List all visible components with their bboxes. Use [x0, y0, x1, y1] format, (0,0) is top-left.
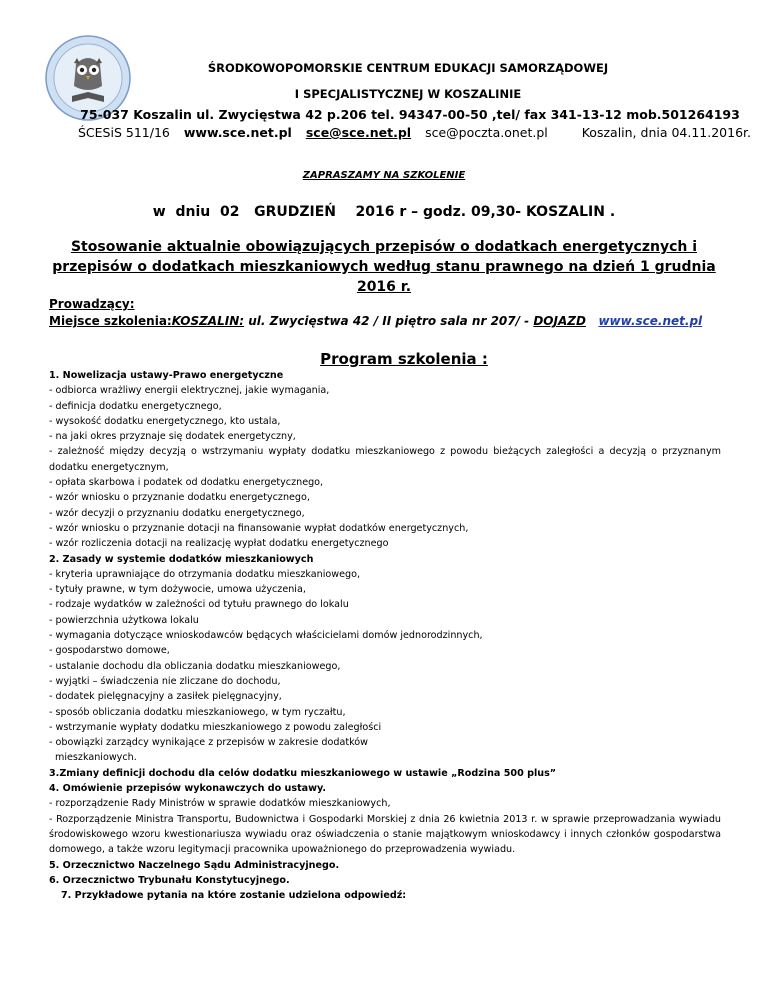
program-item: - wysokość dodatku energetycznego, kto ustala, — [49, 415, 281, 427]
directions-link[interactable]: www.sce.net.pl — [598, 314, 703, 328]
program-item: - obowiązki zarządcy wynikające z przepisów w zakresie dodatków — [49, 737, 369, 749]
program-item: 4. Omówienie przepisów wykonawczych do ustawy. — [49, 783, 327, 795]
website-link[interactable]: www.sce.net.pl — [183, 125, 292, 140]
training-date: w dniu 02 GRUDZIEŃ 2016 r – godz. 09,30- KOSZALIN . — [152, 204, 616, 220]
program-item: 5. Orzecznictwo Naczelnego Sądu Administracyjnego. — [49, 859, 340, 871]
lecturer-label: Prowadzący: — [49, 297, 135, 311]
program-item: - powierzchnia użytkowa lokalu — [49, 614, 199, 626]
program-item: - ustalanie dochodu dla obliczania dodatku mieszkaniowego, — [49, 660, 341, 672]
program-item: - gospodarstwo domowe, — [49, 645, 170, 657]
program-item: - wzór wniosku o przyznanie dotacji na finansowanie wypłat dodatków energetycznych, — [49, 522, 469, 534]
program-item: - rodzaje wydatków w zależności od tytułu prawnego do lokalu — [49, 599, 349, 611]
program-heading: Program szkolenia : — [320, 350, 488, 368]
program-item: - rozporządzenie Rady Ministrów w sprawie dodatków mieszkaniowych, — [49, 798, 391, 810]
program-item: - wyjątki – świadczenia nie zliczane do dochodu, — [49, 675, 281, 687]
program-item: - wymagania dotyczące wnioskodawców będących właścicielami domów jednorodzinnych, — [49, 630, 483, 642]
city-date: Koszalin, dnia 04.11.2016r. — [581, 125, 752, 140]
directions-label: DOJAZD — [533, 314, 586, 328]
program-item: - wzór wniosku o przyznanie dodatku energetycznego, — [49, 492, 310, 504]
program-list — [49, 368, 721, 903]
program-item: mieszkaniowych. — [55, 752, 137, 764]
program-item: - wzór decyzji o przyznaniu dodatku energetycznego, — [49, 507, 305, 519]
program-item: - dodatek pielęgnacyjny a zasiłek pielęgnacyjny, — [49, 691, 282, 703]
program-item: 6. Orzecznictwo Trybunału Konstytucyjnego. — [49, 874, 290, 886]
email-link-primary[interactable]: sce@sce.net.pl — [305, 125, 412, 140]
location-address: ul. Zwycięstwa 42 / II piętro sala nr 207/ - — [244, 314, 534, 328]
program-item: 2. Zasady w systemie dodatków mieszkaniowych — [49, 553, 314, 565]
program-item: - zależność między decyzją o wstrzymaniu wypłaty dodatku mieszkaniowego z powodu bieżących zaległości a decyzją o przyznanym dodatku energetycznym, — [49, 446, 721, 473]
org-name-line2: I SPECJALISTYCZNEJ W KOSZALINIE — [294, 87, 522, 101]
email-link-secondary[interactable]: sce@poczta.onet.pl — [425, 125, 548, 140]
header-contact-line — [78, 125, 751, 140]
reference-number: ŚCESiS 511/16 — [78, 125, 170, 140]
program-item: - Rozporządzenie Ministra Transportu, Budownictwa i Gospodarki Morskiej z dnia 26 kwietnia 2013 r. w sprawie przeprowadzania wywiadu środowiskowego wzoru kwestionariusza wywiadu oraz oświadczenia o stanie majątkowym wnioskodawcy i innych członków gospodarstwa domowego, a także wzoru legitymacji pracownika upoważnionego do przeprowadzenia wywiadu. — [49, 813, 721, 856]
invite-heading: ZAPRASZAMY NA SZKOLENIE — [302, 170, 466, 181]
org-name-line1: ŚRODKOWOPOMORSKIE CENTRUM EDUKACJI SAMORZĄDOWEJ — [207, 61, 609, 75]
program-item: - odbiorca wrażliwy energii elektrycznej, jakie wymagania, — [49, 385, 330, 397]
program-item: 7. Przykładowe pytania na które zostanie udzielona odpowiedź: — [61, 890, 407, 902]
program-item: - sposób obliczania dodatku mieszkaniowego, w tym ryczałtu, — [49, 706, 346, 718]
program-item: - wzór rozliczenia dotacji na realizację wypłat dodatku energetycznego — [49, 538, 389, 550]
program-item: - wstrzymanie wypłaty dodatku mieszkaniowego z powodu zaległości — [49, 721, 382, 733]
program-item: - tytuły prawne, w tym dożywocie, umowa użyczenia, — [49, 584, 306, 596]
program-item: - kryteria uprawniające do otrzymania dodatku mieszkaniowego, — [49, 568, 360, 580]
program-item: - opłata skarbowa i podatek od dodatku energetycznego, — [49, 477, 324, 489]
training-title: Stosowanie aktualnie obowiązujących przepisów o dodatkach energetycznych i przepisów o dodatkach mieszkaniowych według stanu prawnego na dzień 1 grudnia 2016 r. — [52, 239, 716, 295]
location-label: Miejsce szkolenia: — [49, 314, 172, 328]
training-location — [49, 314, 702, 328]
location-city: KOSZALIN: — [171, 314, 245, 328]
program-item: - definicja dodatku energetycznego, — [49, 400, 222, 412]
program-item: 1. Nowelizacja ustawy-Prawo energetyczne — [49, 370, 284, 381]
program-item: 3.Zmiany definicji dochodu dla celów dodatku mieszkaniowego w ustawie „Rodzina 500 plus” — [49, 767, 557, 779]
org-address: 75-037 Koszalin ul. Zwycięstwa 42 p.206 tel. 94347-00-50 ,tel/ fax 341-13-12 mob.501264193 — [80, 107, 740, 122]
program-item: - na jaki okres przyznaje się dodatek energetyczny, — [49, 431, 296, 443]
